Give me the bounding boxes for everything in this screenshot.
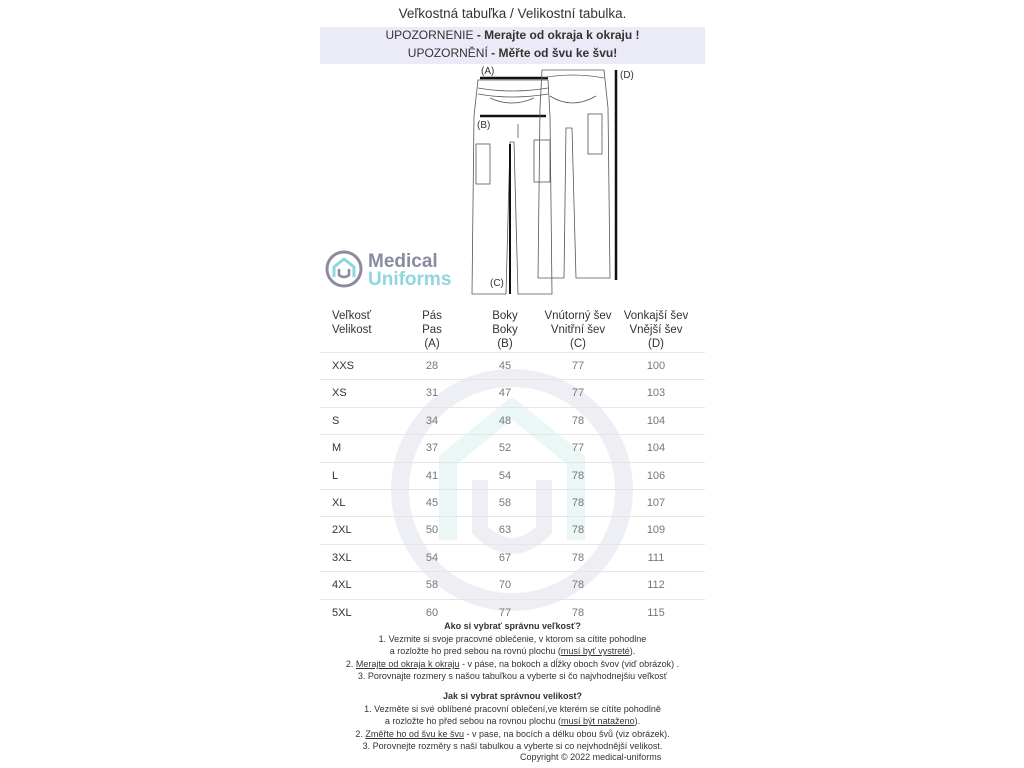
header-size-sk: Veľkosť (332, 310, 371, 322)
instructions-sk-line-3-b: - v páse, na bokoch a dĺžky oboch švov (viď obrázok) . (459, 658, 680, 669)
cell-outseam: 115 (647, 606, 665, 619)
label-b: (B) (477, 120, 491, 131)
instructions-cz-line-3-underlined: Změřte ho od švu ke švu (365, 728, 464, 739)
cell-inseam: 78 (571, 524, 585, 537)
header-waist (412, 309, 452, 351)
cell-size: L (332, 469, 339, 482)
instructions-sk-line-1: 1. Vezmite si svoje pracovné oblečenie, v ktorom sa cítite pohodlne (378, 633, 647, 644)
cell-outseam: 112 (647, 579, 665, 592)
instructions-sk-line-2 (320, 645, 705, 658)
cell-waist: 50 (425, 524, 439, 537)
instructions-sk-line-2-a: a rozložte ho pred sebou na rovnú plochu ( (389, 646, 561, 657)
cell-hips: 58 (498, 496, 512, 509)
instructions-sk (320, 620, 705, 683)
table-row (320, 489, 705, 516)
instructions-cz-line-3 (320, 728, 705, 741)
cell-inseam: 77 (571, 387, 585, 400)
instructions-cz-line-2-a: a rozložte ho před sebou na rovnou plochu ( (384, 716, 562, 727)
cell-inseam: 77 (571, 360, 585, 372)
cell-inseam: 78 (571, 414, 585, 427)
size-table (320, 352, 705, 626)
warning-banner (320, 27, 705, 64)
header-outseam-sk: Vonkajší šev (623, 310, 689, 322)
header-waist-sk: Pás (422, 310, 442, 322)
warning-sk (320, 28, 705, 42)
instructions-cz-line-3-pre: 2. (355, 728, 366, 739)
header-waist-cz: Pas (422, 324, 442, 336)
instructions-sk-line-4: 3. Porovnajte rozmery s našou tabuľkou a vyberte si čo najvhodnejšiu veľkosť (357, 671, 668, 682)
cell-hips: 54 (498, 469, 512, 482)
header-inseam-sk: Vnútorný šev (544, 310, 612, 322)
instructions-cz-line-1: 1. Vezměte si své oblíbené pracovní oblečení,ve kterém se cítíte pohodlně (364, 703, 661, 714)
table-row (320, 462, 705, 489)
table-row (320, 379, 705, 406)
size-chart-sheet (320, 0, 705, 768)
cell-outseam: 109 (646, 524, 666, 537)
header-outseam-code: (D) (648, 338, 664, 350)
cell-size: S (332, 414, 340, 427)
header-waist-code: (A) (424, 338, 440, 350)
instructions-sk-line-2-underlined: musí byť vystreté (560, 646, 630, 657)
cell-waist: 54 (425, 551, 439, 564)
cell-hips: 63 (498, 524, 512, 537)
cell-hips: 77 (498, 606, 512, 619)
header-inseam-code: (C) (570, 338, 586, 350)
cell-waist: 31 (425, 387, 439, 400)
cell-size: 5XL (332, 606, 352, 619)
cell-hips: 47 (498, 387, 512, 400)
header-hips-code: (B) (497, 338, 513, 350)
cell-inseam: 78 (571, 469, 585, 482)
instructions-cz-line-2 (320, 715, 705, 728)
table-row (320, 407, 705, 434)
cell-size: 3XL (332, 551, 352, 564)
cell-size: XS (332, 387, 347, 400)
table-row (320, 516, 705, 543)
header-inseam (538, 309, 618, 351)
cell-hips: 45 (498, 360, 512, 372)
cell-size: M (332, 442, 342, 455)
cell-waist: 41 (425, 469, 439, 482)
instructions-sk-line-2-b: ). (629, 646, 636, 657)
cell-outseam: 104 (646, 414, 666, 427)
copyright: Copyright © 2022 medical-uniforms (520, 752, 662, 762)
logo-badge-icon (324, 249, 364, 289)
header-outseam (616, 309, 696, 351)
warning-sk-text: - Merajte od okraja k okraju ! (476, 28, 640, 42)
instructions-cz (320, 690, 705, 753)
instructions-sk-line-3 (320, 658, 705, 671)
header-hips-sk: Boky (492, 310, 518, 322)
table-row (320, 434, 705, 461)
cell-size: XL (332, 496, 346, 509)
warning-cz-text: - Měřte od švu ke švu! (491, 46, 618, 60)
cell-inseam: 78 (571, 606, 585, 619)
instructions-cz-line-4: 3. Porovnejte rozměry s naší tabulkou a vyberte si co nejvhodnější velikost. (362, 741, 663, 752)
logo-text-medical: Medical (368, 251, 438, 272)
logo-text-uniforms: Uniforms (368, 269, 452, 290)
medical-uniforms-logo (324, 249, 464, 293)
cell-waist: 45 (425, 496, 439, 509)
instructions-cz-line-3-b: - v pase, na bocích a délku obou švů (viz obrázek). (463, 728, 670, 739)
instructions-sk-line-3-underlined: Merajte od okraja k okraju (355, 658, 460, 669)
warning-sk-prefix: UPOZORNENIE (385, 28, 474, 42)
instructions-cz-line-2-underlined: musí být nataženo (561, 716, 635, 727)
cell-waist: 28 (425, 360, 439, 372)
label-d: (D) (620, 70, 634, 81)
cell-size: XXS (332, 360, 355, 372)
cell-outseam: 106 (646, 469, 666, 482)
cell-outseam: 104 (646, 442, 666, 455)
cell-waist: 58 (425, 579, 439, 592)
cell-outseam: 103 (646, 387, 666, 400)
header-outseam-cz: Vnější šev (629, 324, 683, 336)
cell-hips: 48 (498, 414, 512, 427)
cell-waist: 60 (425, 606, 439, 619)
label-c: (C) (490, 278, 504, 289)
cell-size: 2XL (332, 524, 352, 537)
warning-cz-prefix: UPOZORNĚNÍ (407, 46, 488, 60)
table-row (320, 352, 705, 379)
instructions-sk-heading: Ako si vybrať správnu veľkosť? (444, 621, 581, 631)
cell-size: 4XL (332, 579, 352, 592)
cell-inseam: 77 (571, 442, 585, 455)
cell-waist: 37 (425, 442, 439, 455)
warning-cz (320, 46, 705, 60)
instructions-sk-line-3-pre: 2. (345, 658, 356, 669)
header-hips (480, 309, 530, 351)
cell-waist: 34 (425, 414, 439, 427)
instructions-cz-line-2-b: ). (634, 716, 641, 727)
cell-outseam: 111 (647, 551, 665, 564)
label-a: (A) (481, 66, 495, 77)
cell-inseam: 78 (571, 579, 585, 592)
header-hips-cz: Boky (492, 324, 518, 336)
cell-inseam: 78 (571, 551, 585, 564)
header-inseam-cz: Vnitřní šev (550, 324, 606, 336)
cell-hips: 70 (498, 579, 512, 592)
cell-hips: 67 (498, 551, 512, 564)
cell-outseam: 100 (646, 360, 666, 372)
table-row (320, 544, 705, 571)
cell-outseam: 107 (646, 496, 666, 509)
page-title: Veľkostná tabuľka / Velikostní tabulka. (398, 6, 627, 21)
table-row (320, 571, 705, 598)
header-size (320, 309, 402, 337)
cell-hips: 52 (498, 442, 512, 455)
cell-inseam: 78 (571, 496, 585, 509)
header-size-cz: Velikost (332, 324, 372, 336)
instructions-cz-heading: Jak si vybrat správnou velikost? (442, 691, 583, 701)
